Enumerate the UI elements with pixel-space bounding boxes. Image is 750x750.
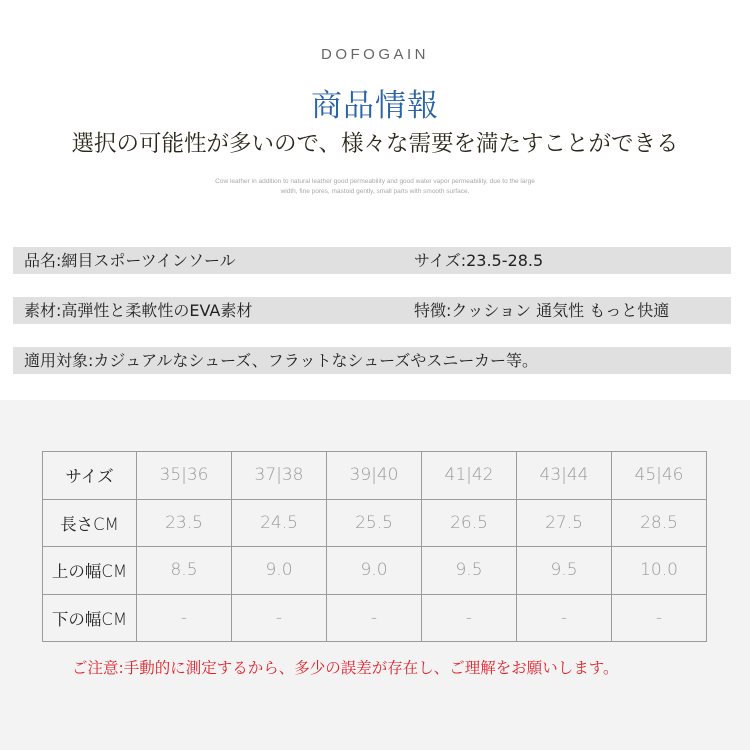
features: 特徴:クッション 通気性 もっと快適 xyxy=(414,301,670,320)
table-cell: 9.0 xyxy=(327,547,422,595)
table-cell: 24.5 xyxy=(232,499,327,547)
product-name: 品名:網目スポーツインソール xyxy=(24,251,236,270)
table-cell: - xyxy=(422,594,517,642)
table-cell: 9.5 xyxy=(517,547,612,595)
info-row-name-size xyxy=(13,247,731,274)
table-cell: - xyxy=(612,594,707,642)
table-row-top-width xyxy=(43,547,707,595)
table-cell: 45|46 xyxy=(612,452,707,500)
info-row-material-features xyxy=(13,297,731,324)
page-title: 商品情報 xyxy=(311,88,439,124)
row-header-size: サイズ xyxy=(43,452,137,500)
size-range: サイズ:23.5-28.5 xyxy=(414,251,544,270)
table-cell: 28.5 xyxy=(612,499,707,547)
row-header-length: 長さCM xyxy=(43,499,137,547)
info-row-applicable xyxy=(13,347,731,374)
material: 素材:高弾性と柔軟性のEVA素材 xyxy=(24,301,253,320)
table-cell: 37|38 xyxy=(232,452,327,500)
table-cell: 25.5 xyxy=(327,499,422,547)
table-cell: 26.5 xyxy=(422,499,517,547)
row-header-top-width: 上の幅CM xyxy=(43,547,137,595)
table-cell: 9.5 xyxy=(422,547,517,595)
table-cell: - xyxy=(137,594,232,642)
table-cell: - xyxy=(327,594,422,642)
brand-name: DOFOGAIN xyxy=(320,46,429,63)
table-cell: 8.5 xyxy=(137,547,232,595)
table-cell: 9.0 xyxy=(232,547,327,595)
applicable-target: 適用対象:カジュアルなシューズ、フラットなシューズやスニーカー等。 xyxy=(24,351,539,370)
measurement-notice: ご注意:手動的に測定するから、多少の誤差が存在し、ご理解をお願いします。 xyxy=(72,659,619,677)
table-cell: 27.5 xyxy=(517,499,612,547)
table-cell: 10.0 xyxy=(612,547,707,595)
table-row-size xyxy=(43,452,707,500)
table-row-length xyxy=(43,499,707,547)
description-line-2: width, fine pores, mastoid gently, small parts with smooth surface. xyxy=(280,188,470,195)
table-cell: 43|44 xyxy=(517,452,612,500)
description-line-1: Cow leather in addition to natural leather good permeability and good water vapor permeability, due to the large xyxy=(215,178,535,185)
page-subtitle: 選択の可能性が多いので、様々な需要を満たすことができる xyxy=(71,131,679,157)
table-cell: 39|40 xyxy=(327,452,422,500)
table-cell: 23.5 xyxy=(137,499,232,547)
table-cell: - xyxy=(517,594,612,642)
row-header-bottom-width: 下の幅CM xyxy=(43,594,137,642)
table-cell: 35|36 xyxy=(137,452,232,500)
table-cell: - xyxy=(232,594,327,642)
size-table xyxy=(42,451,707,642)
table-cell: 41|42 xyxy=(422,452,517,500)
description xyxy=(180,177,570,197)
table-row-bottom-width xyxy=(43,594,707,642)
